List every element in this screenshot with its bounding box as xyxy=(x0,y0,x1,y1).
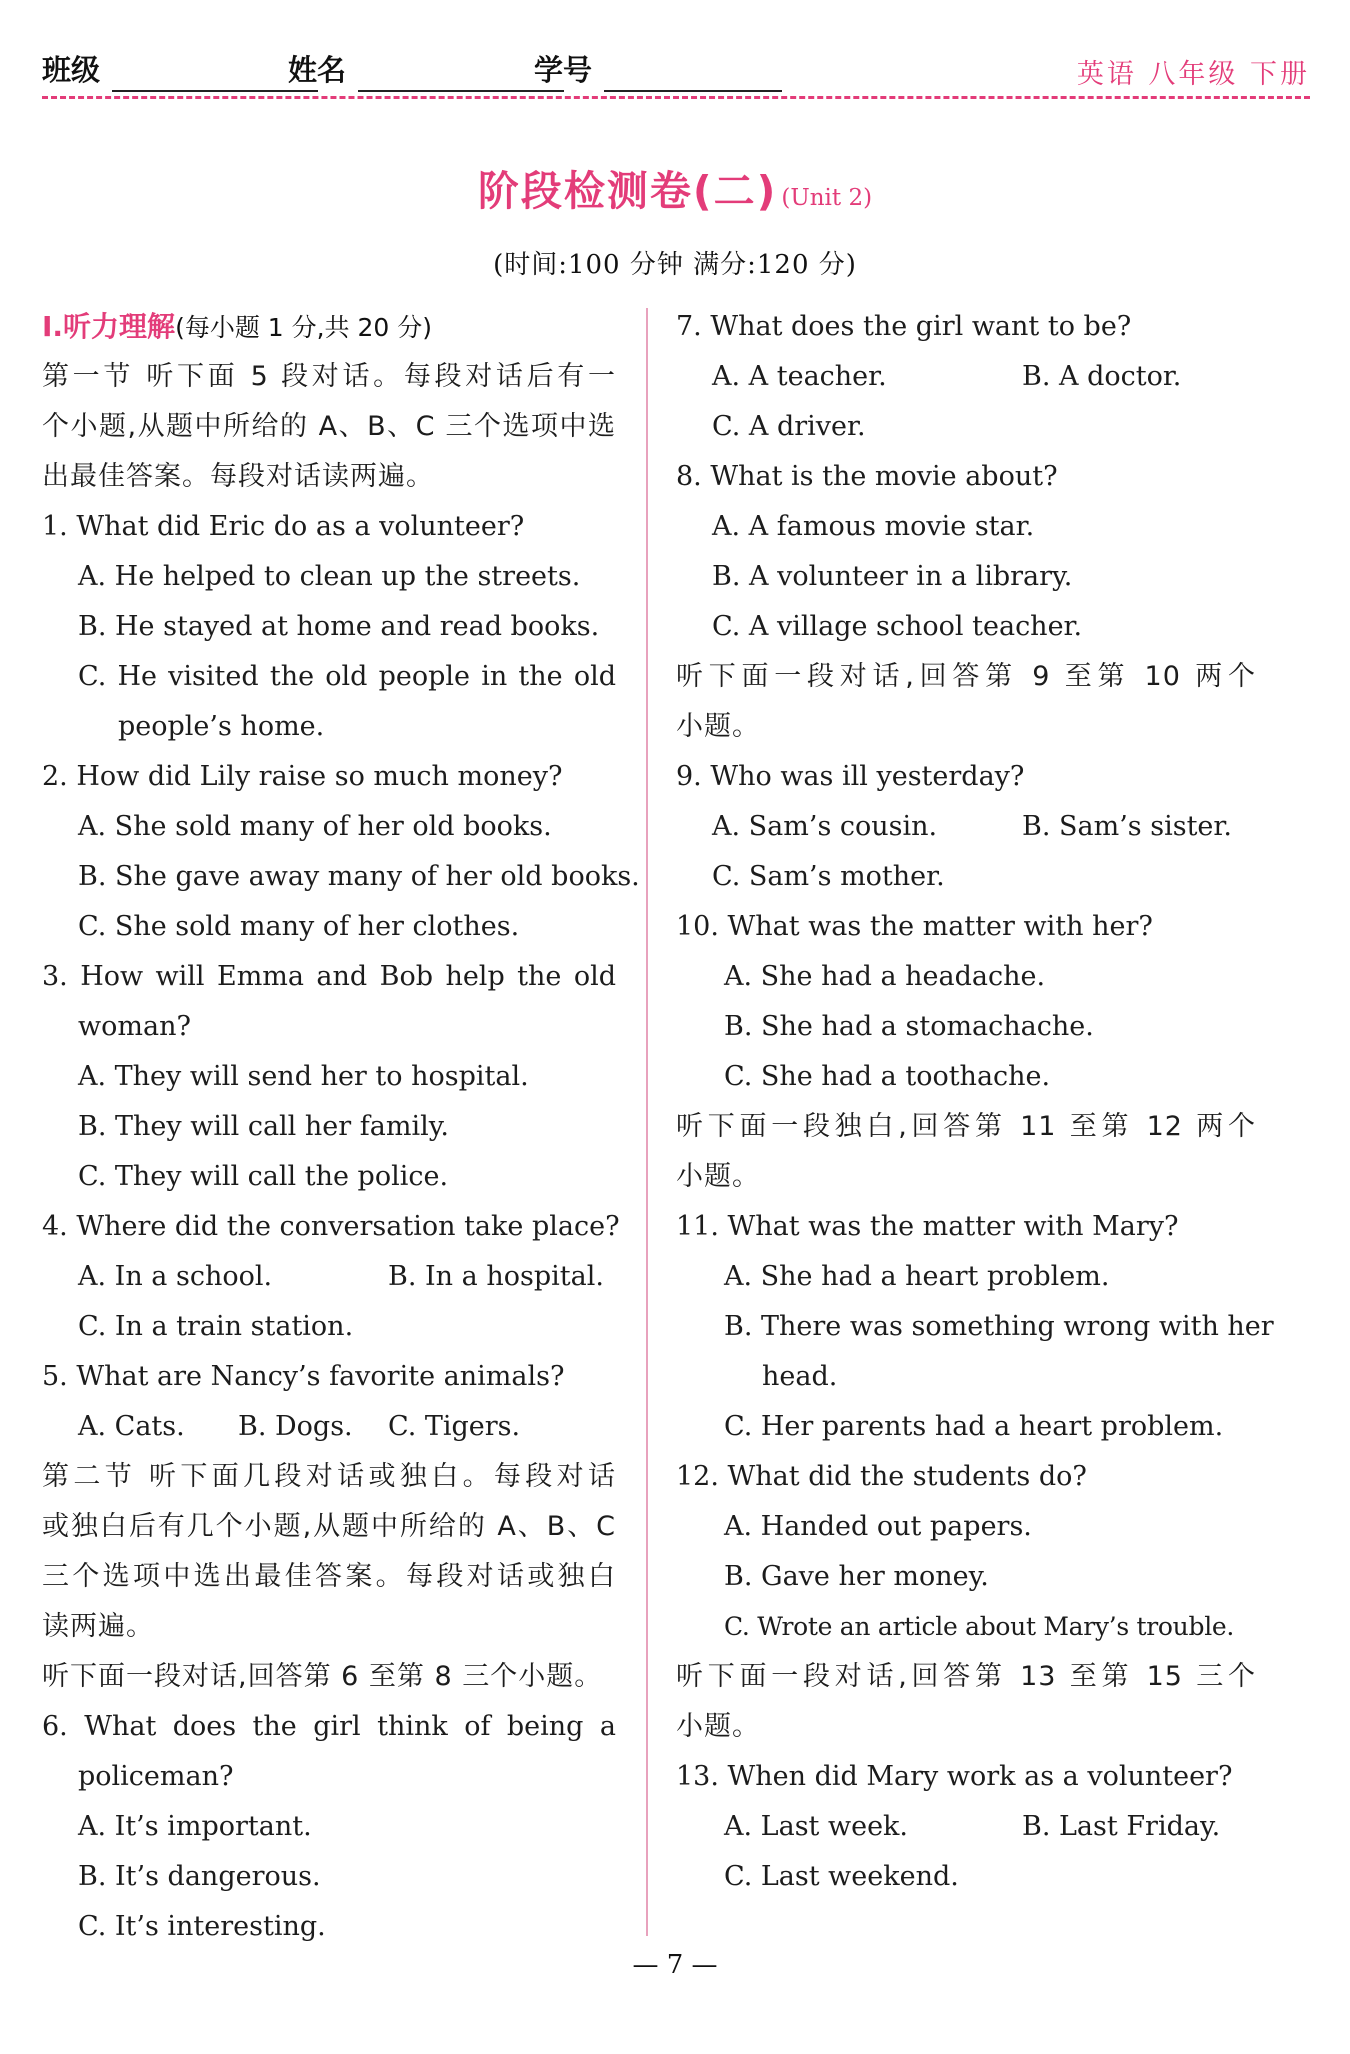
q9-option-a[interactable]: A. Sam’s cousin. xyxy=(712,811,938,842)
question-3-stem: 3. How will Emma and Bob help the old xyxy=(42,961,616,992)
student-info-header xyxy=(42,48,1310,98)
q5-option-b[interactable]: B. Dogs. xyxy=(238,1411,353,1442)
q4-option-c[interactable]: C. In a train station. xyxy=(78,1311,354,1342)
question-8-stem: 8. What is the movie about? xyxy=(676,461,1058,492)
q1-option-a[interactable]: A. He helped to clean up the streets. xyxy=(78,561,581,592)
listen-instruction-13-15: 听下面一段对话,回答第 13 至第 15 三个 xyxy=(676,1661,1256,1692)
q11-option-c[interactable]: C. Her parents had a heart problem. xyxy=(724,1411,1224,1442)
q6-option-a[interactable]: A. It’s important. xyxy=(78,1811,312,1842)
q9-option-c[interactable]: C. Sam’s mother. xyxy=(712,861,945,892)
part2-instruction-line: 第二节 听下面几段对话或独白。每段对话 xyxy=(42,1461,616,1492)
q6-option-b[interactable]: B. It’s dangerous. xyxy=(78,1861,321,1892)
question-1-stem: 1. What did Eric do as a volunteer? xyxy=(42,511,525,542)
question-6-stem-cont: policeman? xyxy=(78,1761,234,1792)
q4-option-a[interactable]: A. In a school. xyxy=(78,1261,273,1292)
q4-option-b[interactable]: B. In a hospital. xyxy=(388,1261,604,1292)
q5-option-a[interactable]: A. Cats. xyxy=(78,1411,185,1442)
q10-option-c[interactable]: C. She had a toothache. xyxy=(724,1061,1051,1092)
q2-option-c[interactable]: C. She sold many of her clothes. xyxy=(78,911,520,942)
q8-option-b[interactable]: B. A volunteer in a library. xyxy=(712,561,1073,592)
q13-option-b[interactable]: B. Last Friday. xyxy=(1022,1811,1221,1842)
q11-option-b[interactable]: B. There was something wrong with her xyxy=(724,1311,1274,1342)
question-7-stem: 7. What does the girl want to be? xyxy=(676,311,1132,342)
listen-instruction-9-10: 听下面一段对话,回答第 9 至第 10 两个 xyxy=(676,661,1256,692)
name-label: 姓名 xyxy=(288,53,347,87)
listen-instruction-11-12-cont: 小题。 xyxy=(676,1161,760,1192)
q12-option-a[interactable]: A. Handed out papers. xyxy=(724,1511,1032,1542)
q10-option-a[interactable]: A. She had a headache. xyxy=(724,961,1046,992)
q2-option-b[interactable]: B. She gave away many of her old books. xyxy=(78,861,640,892)
listen-instruction-11-12: 听下面一段独白,回答第 11 至第 12 两个 xyxy=(676,1111,1256,1142)
part1-instruction-line: 个小题,从题中所给的 A、B、C 三个选项中选 xyxy=(42,411,616,442)
question-10-stem: 10. What was the matter with her? xyxy=(676,911,1153,942)
q1-option-c[interactable]: C. He visited the old people in the old xyxy=(78,661,616,692)
part1-instruction-line: 第一节 听下面 5 段对话。每段对话后有一 xyxy=(42,361,616,392)
q6-option-c[interactable]: C. It’s interesting. xyxy=(78,1911,326,1942)
question-11-stem: 11. What was the matter with Mary? xyxy=(676,1211,1179,1242)
q7-option-a[interactable]: A. A teacher. xyxy=(712,361,887,392)
id-label: 学号 xyxy=(534,53,593,87)
q12-option-c[interactable]: C. Wrote an article about Mary’s trouble. xyxy=(724,1612,1235,1641)
part2-instruction-line: 三个选项中选出最佳答案。每段对话或独白 xyxy=(42,1561,616,1592)
title-unit: (Unit 2) xyxy=(781,185,873,211)
section-title: Ⅰ.听力理解 xyxy=(42,310,176,343)
class-field[interactable] xyxy=(112,90,318,92)
exam-title xyxy=(0,158,1350,217)
q3-option-c[interactable]: C. They will call the police. xyxy=(78,1161,449,1192)
q5-option-c[interactable]: C. Tigers. xyxy=(388,1411,521,1442)
listen-instruction-13-15-cont: 小题。 xyxy=(676,1711,760,1742)
q13-option-c[interactable]: C. Last weekend. xyxy=(724,1861,959,1892)
question-4-stem: 4. Where did the conversation take place? xyxy=(42,1211,620,1242)
question-12-stem: 12. What did the students do? xyxy=(676,1461,1087,1492)
q4-options-row xyxy=(42,1252,616,1302)
q3-option-a[interactable]: A. They will send her to hospital. xyxy=(78,1061,529,1092)
q1-option-c-cont: people’s home. xyxy=(118,711,325,742)
question-13-stem: 13. When did Mary work as a volunteer? xyxy=(676,1761,1233,1792)
id-field[interactable] xyxy=(604,90,782,92)
right-column xyxy=(676,302,1274,1902)
question-5-stem: 5. What are Nancy’s favorite animals? xyxy=(42,1361,565,1392)
q7-option-b[interactable]: B. A doctor. xyxy=(1022,361,1182,392)
question-9-stem: 9. Who was ill yesterday? xyxy=(676,761,1025,792)
part2-instruction-line: 或独白后有几个小题,从题中所给的 A、B、C xyxy=(42,1511,616,1542)
q11-option-a[interactable]: A. She had a heart problem. xyxy=(724,1261,1110,1292)
q2-option-a[interactable]: A. She sold many of her old books. xyxy=(78,811,552,842)
q7-option-c[interactable]: C. A driver. xyxy=(712,411,866,442)
listen-instruction-9-10-cont: 小题。 xyxy=(676,711,760,742)
question-2-stem: 2. How did Lily raise so much money? xyxy=(42,761,563,792)
title-main: 阶段检测卷(二) xyxy=(477,167,778,215)
exam-meta: (时间:100 分钟 满分:120 分) xyxy=(493,250,857,280)
header-divider xyxy=(42,96,1310,99)
left-column xyxy=(42,302,640,1952)
q3-option-b[interactable]: B. They will call her family. xyxy=(78,1111,449,1142)
question-6-stem: 6. What does the girl think of being a xyxy=(42,1711,616,1742)
question-3-stem-cont: woman? xyxy=(78,1011,191,1042)
q8-option-a[interactable]: A. A famous movie star. xyxy=(712,511,1035,542)
listen-instruction-6-8: 听下面一段对话,回答第 6 至第 8 三个小题。 xyxy=(42,1661,603,1692)
q13-options-row xyxy=(676,1802,1256,1852)
q10-option-b[interactable]: B. She had a stomachache. xyxy=(724,1011,1094,1042)
page-number: — 7 — xyxy=(632,1950,718,1980)
part2-instruction-line: 读两遍。 xyxy=(42,1611,154,1642)
q12-option-b[interactable]: B. Gave her money. xyxy=(724,1561,989,1592)
q7-options-row xyxy=(676,352,1256,402)
column-divider xyxy=(646,308,648,1936)
q11-option-b-cont: head. xyxy=(762,1361,838,1392)
q5-options-row xyxy=(42,1402,616,1452)
name-field[interactable] xyxy=(358,90,564,92)
q9-options-row xyxy=(676,802,1256,852)
section-heading xyxy=(42,302,616,352)
class-label: 班级 xyxy=(42,53,101,87)
section-note: (每小题 1 分,共 20 分) xyxy=(175,313,433,342)
q8-option-c[interactable]: C. A village school teacher. xyxy=(712,611,1083,642)
q1-option-b[interactable]: B. He stayed at home and read books. xyxy=(78,611,600,642)
q9-option-b[interactable]: B. Sam’s sister. xyxy=(1022,811,1232,842)
part1-instruction-line: 出最佳答案。每段对话读两遍。 xyxy=(42,461,434,492)
q13-option-a[interactable]: A. Last week. xyxy=(724,1811,908,1842)
book-label: 英语 八年级 下册 xyxy=(1076,59,1310,90)
